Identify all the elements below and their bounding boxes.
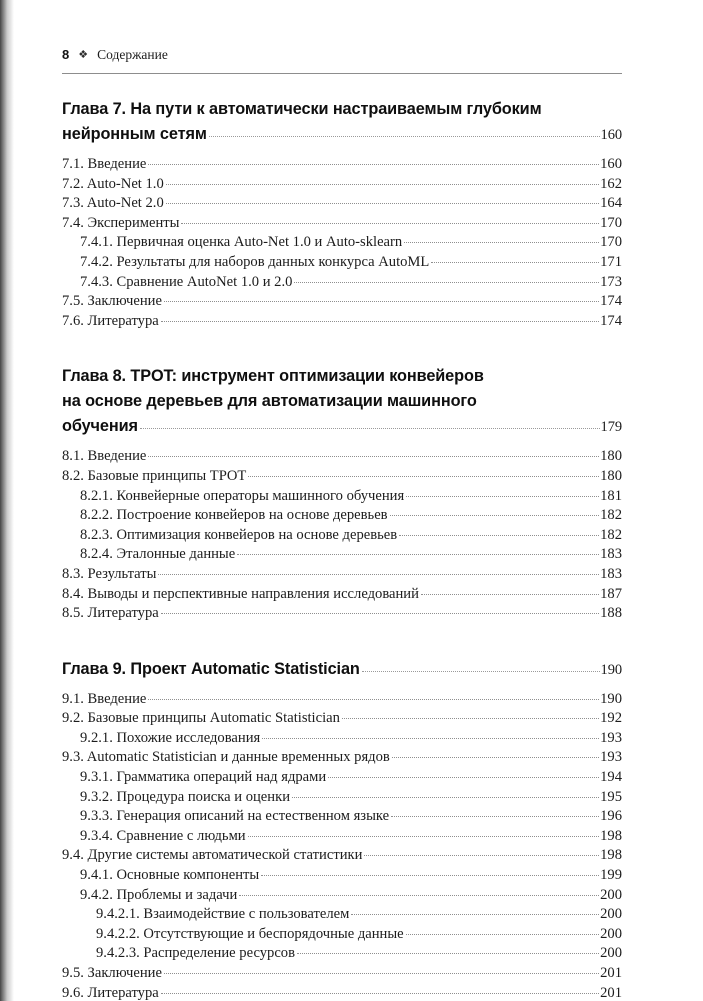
dot-leader bbox=[362, 671, 600, 672]
toc-entry-label: 8.4. Выводы и перспективные направления исследований bbox=[62, 585, 419, 602]
toc-entry[interactable] bbox=[80, 807, 622, 827]
toc-entry-page-number: 170 bbox=[600, 234, 622, 251]
toc-entry[interactable] bbox=[62, 467, 622, 487]
toc-entry-label: 8.2.2. Построение конвейеров на основе деревьев bbox=[80, 507, 388, 524]
dot-leader bbox=[209, 136, 600, 137]
dot-leader bbox=[161, 993, 599, 994]
dot-leader bbox=[140, 428, 600, 429]
toc-entry-page-number: 196 bbox=[600, 808, 622, 825]
toc-entry[interactable] bbox=[62, 964, 622, 984]
chapter-list-spacer bbox=[62, 440, 622, 447]
toc-entry[interactable] bbox=[80, 273, 622, 293]
dot-leader bbox=[406, 496, 598, 497]
toc-entry-page-number: 188 bbox=[600, 605, 622, 622]
dot-leader bbox=[328, 777, 598, 778]
chapter-heading-text: на основе деревьев для автоматизации машинного bbox=[62, 392, 477, 411]
toc-entry-page-number: 201 bbox=[600, 965, 622, 981]
chapter-heading-line bbox=[62, 414, 622, 440]
toc-entry-page-number: 193 bbox=[600, 749, 622, 766]
toc-entry[interactable] bbox=[80, 768, 622, 788]
toc-entry[interactable] bbox=[80, 886, 622, 906]
chapter-page-number: 179 bbox=[600, 419, 622, 436]
toc-entry-label: 8.2.4. Эталонные данные bbox=[80, 546, 236, 563]
toc-entry-page-number: 182 bbox=[600, 526, 622, 543]
dot-leader bbox=[342, 718, 599, 719]
toc-entry-page-number: 199 bbox=[600, 867, 622, 884]
dot-leader bbox=[391, 816, 599, 817]
running-head-title: Содержание bbox=[97, 47, 168, 62]
dot-leader bbox=[161, 321, 599, 322]
toc-entry[interactable] bbox=[80, 253, 622, 273]
toc-entry-page-number: 198 bbox=[600, 827, 622, 844]
toc-entry[interactable] bbox=[96, 944, 622, 964]
toc-entry-label: 9.4.2.2. Отсутствующие и беспорядочные данные bbox=[96, 925, 404, 942]
toc-entry[interactable] bbox=[62, 447, 622, 467]
toc-entry[interactable] bbox=[62, 585, 622, 605]
toc-entry-label: 7.4.3. Сравнение AutoNet 1.0 и 2.0 bbox=[80, 273, 293, 290]
dot-leader bbox=[237, 554, 598, 555]
toc-entry-page-number: 170 bbox=[600, 214, 622, 231]
toc-entry-label: 7.3. Auto-Net 2.0 bbox=[62, 195, 164, 212]
toc-entry-label: 9.3.1. Грамматика операций над ядрами bbox=[80, 769, 327, 786]
toc-entry[interactable] bbox=[80, 729, 622, 749]
toc-entry-label: 9.4.2. Проблемы и задачи bbox=[80, 886, 238, 903]
chapter-heading-text: Глава 8. TPOT: инструмент оптимизации конвейеров bbox=[62, 367, 484, 386]
chapter-heading-line bbox=[62, 122, 622, 148]
toc-entry-page-number: 194 bbox=[600, 769, 622, 786]
toc-entry[interactable] bbox=[80, 233, 622, 253]
toc-entry[interactable] bbox=[62, 984, 622, 1001]
toc-entry-label: 7.4.1. Первичная оценка Auto-Net 1.0 и Auto-sklearn bbox=[80, 234, 403, 251]
block-spacer bbox=[62, 331, 622, 364]
toc-entry-label: 9.6. Литература bbox=[62, 984, 159, 1001]
dot-leader bbox=[181, 223, 598, 224]
toc-entry-label: 9.4.1. Основные компоненты bbox=[80, 867, 260, 884]
dot-leader bbox=[399, 535, 598, 536]
running-head bbox=[62, 0, 622, 67]
dot-leader bbox=[148, 699, 598, 700]
toc-entry-label: 9.3.3. Генерация описаний на естественном языке bbox=[80, 808, 390, 825]
chapter-heading-line bbox=[62, 97, 622, 122]
dot-leader bbox=[392, 757, 599, 758]
toc-entry-page-number: 200 bbox=[600, 886, 622, 903]
dot-leader bbox=[166, 203, 599, 204]
toc-entry-label: 7.1. Введение bbox=[62, 156, 147, 172]
toc-entry-page-number: 201 bbox=[600, 984, 622, 1001]
toc-entry-label: 9.3. Automatic Statistician и данные временных рядов bbox=[62, 749, 390, 766]
toc-entry-label: 9.4. Другие системы автоматической статистики bbox=[62, 847, 363, 864]
toc-entry-page-number: 180 bbox=[600, 467, 622, 484]
toc-entry-page-number: 187 bbox=[600, 585, 622, 602]
toc-entry[interactable] bbox=[80, 526, 622, 546]
chapter-heading-text: обучения bbox=[62, 417, 138, 436]
toc-entry[interactable] bbox=[62, 565, 622, 585]
chapter-heading[interactable] bbox=[62, 657, 622, 683]
dot-leader bbox=[248, 476, 598, 477]
dot-leader bbox=[248, 836, 599, 837]
toc-entry-label: 9.2. Базовые принципы Automatic Statistician bbox=[62, 710, 340, 727]
chapter-heading-text: нейронным сетям bbox=[62, 125, 207, 143]
toc-entry-page-number: 171 bbox=[600, 253, 622, 270]
dot-leader bbox=[148, 164, 598, 165]
toc-entry-page-number: 200 bbox=[600, 906, 622, 923]
dot-leader bbox=[421, 594, 599, 595]
toc-entry-label: 9.4.2.1. Взаимодействие с пользователем bbox=[96, 906, 350, 923]
toc-entry-page-number: 192 bbox=[600, 710, 622, 727]
dot-leader bbox=[292, 797, 599, 798]
toc-entry-label: 8.2.1. Конвейерные операторы машинного обучения bbox=[80, 487, 405, 504]
toc-entry[interactable] bbox=[80, 866, 622, 886]
chapter-heading-text: Глава 9. Проект Automatic Statistician bbox=[62, 659, 360, 678]
toc-entry-page-number: 174 bbox=[600, 312, 622, 329]
dot-leader bbox=[406, 934, 599, 935]
dot-leader bbox=[404, 242, 598, 243]
toc-entry-page-number: 182 bbox=[600, 507, 622, 524]
toc-entry-page-number: 174 bbox=[600, 293, 622, 310]
toc-entry-label: 7.6. Литература bbox=[62, 312, 159, 329]
toc-entry[interactable] bbox=[62, 846, 622, 866]
toc-entry-page-number: 193 bbox=[600, 729, 622, 746]
toc-entry[interactable] bbox=[80, 827, 622, 847]
page-spine-shadow bbox=[0, 0, 14, 1001]
chapter-heading[interactable] bbox=[62, 97, 622, 148]
toc-entry[interactable] bbox=[62, 709, 622, 729]
chapter-heading[interactable] bbox=[62, 364, 622, 440]
dot-leader bbox=[239, 895, 598, 896]
dot-leader bbox=[261, 875, 598, 876]
toc-entry[interactable] bbox=[62, 194, 622, 214]
toc-entry[interactable] bbox=[80, 487, 622, 507]
toc-entry-label: 7.5. Заключение bbox=[62, 293, 162, 310]
toc-entry-label: 9.4.2.3. Распределение ресурсов bbox=[96, 945, 295, 962]
toc-entry-label: 8.1. Введение bbox=[62, 448, 147, 465]
toc-entry-label: 9.2.1. Похожие исследования bbox=[80, 729, 261, 746]
toc-entry-label: 8.2. Базовые принципы TPOT bbox=[62, 467, 247, 484]
toc-entry-page-number: 180 bbox=[600, 448, 622, 465]
toc-entry[interactable] bbox=[62, 690, 622, 710]
toc-entry-label: 9.3.4. Сравнение с людьми bbox=[80, 827, 246, 844]
toc-entry-page-number: 173 bbox=[600, 273, 622, 290]
toc-entry-page-number: 162 bbox=[600, 175, 622, 192]
dot-leader bbox=[148, 456, 598, 457]
toc-entry-page-number: 195 bbox=[600, 788, 622, 805]
page-content bbox=[62, 0, 622, 1001]
chapter-heading-line bbox=[62, 657, 622, 683]
toc-entry-page-number: 183 bbox=[600, 565, 622, 582]
toc-entry-label: 7.4. Эксперименты bbox=[62, 214, 180, 231]
toc-entry-label: 7.4.2. Результаты для наборов данных конкурса AutoML bbox=[80, 253, 430, 270]
chapter-heading-line bbox=[62, 364, 622, 389]
toc-entry-label: 9.1. Введение bbox=[62, 690, 147, 707]
chapter-heading-line bbox=[62, 389, 622, 414]
toc-entry-page-number: 164 bbox=[600, 195, 622, 212]
toc-entry-label: 9.3.2. Процедура поиска и оценки bbox=[80, 788, 290, 805]
toc-entry-page-number: 190 bbox=[600, 690, 622, 707]
page-number-folio: 8 bbox=[62, 47, 70, 62]
dot-leader bbox=[364, 855, 598, 856]
toc-entry[interactable] bbox=[62, 312, 622, 332]
toc-body bbox=[62, 74, 622, 1001]
dot-leader bbox=[164, 973, 599, 974]
chapter-page-number: 190 bbox=[600, 661, 622, 678]
dot-leader bbox=[294, 282, 598, 283]
toc-entry[interactable] bbox=[80, 506, 622, 526]
toc-entry[interactable] bbox=[62, 604, 622, 624]
toc-entry-label: 8.5. Литература bbox=[62, 605, 159, 622]
block-spacer bbox=[62, 624, 622, 657]
toc-entry-page-number: 183 bbox=[600, 546, 622, 563]
dot-leader bbox=[351, 914, 598, 915]
chapter-list-spacer bbox=[62, 148, 622, 155]
block-spacer bbox=[62, 74, 622, 97]
chapter-page-number: 160 bbox=[600, 127, 622, 143]
diamond-ornament-icon: ❖ bbox=[78, 49, 89, 61]
toc-entry-page-number: 160 bbox=[600, 156, 622, 172]
toc-entry[interactable] bbox=[80, 545, 622, 565]
toc-entry[interactable] bbox=[62, 155, 622, 175]
toc-entry[interactable] bbox=[62, 175, 622, 195]
toc-entry[interactable] bbox=[96, 925, 622, 945]
toc-entry-label: 7.2. Auto-Net 1.0 bbox=[62, 175, 164, 192]
toc-entry-page-number: 200 bbox=[600, 925, 622, 942]
toc-entry-page-number: 198 bbox=[600, 847, 622, 864]
toc-entry-label: 8.3. Результаты bbox=[62, 565, 157, 582]
dot-leader bbox=[262, 738, 598, 739]
toc-entry-page-number: 181 bbox=[600, 487, 622, 504]
toc-entry[interactable] bbox=[96, 905, 622, 925]
toc-entry[interactable] bbox=[62, 214, 622, 234]
dot-leader bbox=[431, 262, 598, 263]
toc-entry-label: 9.5. Заключение bbox=[62, 965, 162, 981]
chapter-heading-text: Глава 7. На пути к автоматически настраиваемым глубоким bbox=[62, 100, 542, 118]
dot-leader bbox=[158, 574, 598, 575]
toc-entry[interactable] bbox=[62, 292, 622, 312]
dot-leader bbox=[166, 184, 599, 185]
toc-entry-label: 8.2.3. Оптимизация конвейеров на основе деревьев bbox=[80, 526, 398, 543]
dot-leader bbox=[164, 301, 599, 302]
dot-leader bbox=[390, 515, 599, 516]
toc-entry[interactable] bbox=[62, 748, 622, 768]
toc-entry-page-number: 200 bbox=[600, 945, 622, 962]
dot-leader bbox=[297, 953, 599, 954]
toc-entry[interactable] bbox=[80, 788, 622, 808]
chapter-list-spacer bbox=[62, 683, 622, 690]
dot-leader bbox=[161, 613, 599, 614]
